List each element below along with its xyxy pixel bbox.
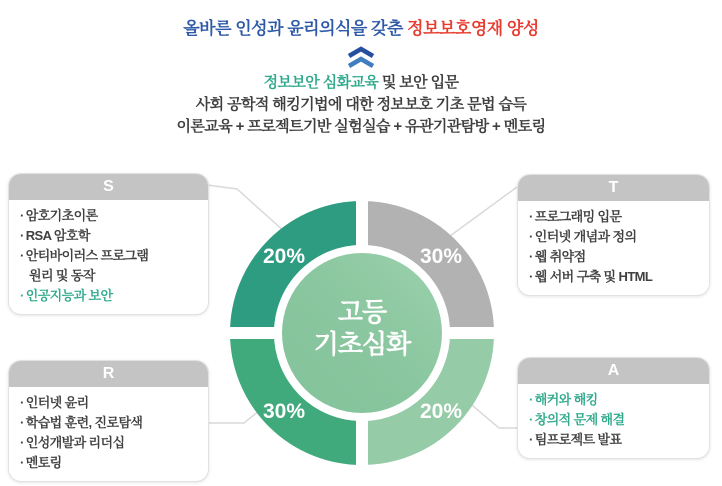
list-item: [529, 267, 701, 287]
box-s-header: S: [9, 174, 208, 200]
list-item: [529, 227, 701, 247]
list-item-label: 인터넷 윤리: [25, 395, 89, 410]
list-item-label: 인터넷 개념과 정의: [534, 229, 637, 244]
title-part-red: 정보보호영재 양성: [407, 19, 539, 38]
list-item-label: 팀프로젝트 발표: [534, 432, 622, 447]
bullet-icon: ·: [529, 412, 533, 427]
page-title: [0, 14, 722, 39]
list-item-label: 인성개발과 리더십: [25, 435, 125, 450]
list-item: [20, 413, 200, 433]
list-item: [529, 410, 701, 430]
double-chevron-up-icon: [0, 46, 722, 70]
list-item: [529, 430, 701, 450]
percent-top-left: 20%: [262, 245, 306, 268]
bullet-icon: ·: [20, 248, 24, 263]
center-label-line1: 고등: [337, 297, 387, 327]
subtitle-line-2: 사회 공학적 해킹기법에 대한 정보보호 기초 문법 습득: [195, 96, 527, 113]
list-item-label: 웹 취약점: [534, 249, 586, 264]
list-item: [529, 207, 701, 227]
header-section: [0, 14, 722, 138]
bullet-icon: ·: [20, 288, 24, 303]
list-item-label: 창의적 문제 해결: [534, 412, 625, 427]
list-item: [529, 247, 701, 267]
box-t-body: [518, 201, 709, 295]
list-item-label: 원리 및 동작: [29, 268, 95, 283]
list-item: [529, 390, 701, 410]
percent-bottom-right: 20%: [419, 400, 463, 423]
subtitle-teal-part: 정보보안 심화교육: [263, 74, 379, 91]
list-item: [20, 246, 200, 266]
bullet-icon: ·: [20, 415, 24, 430]
box-s-body: [9, 200, 208, 314]
subtitle-block: [0, 72, 722, 138]
bullet-icon: ·: [529, 229, 533, 244]
list-item-label: 프로그래밍 입문: [534, 209, 622, 224]
list-item: [20, 286, 200, 306]
bullet-icon: ·: [529, 249, 533, 264]
box-a-header: A: [518, 358, 709, 384]
bullet-icon: ·: [20, 435, 24, 450]
title-part-blue: 올바른 인성과 윤리의식을 갖춘: [183, 19, 408, 38]
list-item-continuation: [20, 266, 200, 286]
list-item: [20, 226, 200, 246]
bullet-icon: ·: [20, 228, 24, 243]
list-item: [20, 206, 200, 226]
list-item-label: 안티바이러스 프로그램: [25, 248, 149, 263]
list-item: [20, 453, 200, 473]
list-item-label: 멘토링: [25, 455, 62, 470]
list-item-label: RSA 암호학: [25, 228, 90, 243]
quadrant-box-a: [517, 357, 710, 459]
bullet-icon: ·: [20, 455, 24, 470]
quadrant-box-t: [517, 174, 710, 296]
list-item-label: 학습법 훈련, 진로탐색: [25, 415, 143, 430]
box-a-body: [518, 384, 709, 458]
box-r-header: R: [9, 361, 208, 387]
quadrant-box-r: [8, 360, 209, 482]
bullet-icon: ·: [529, 392, 533, 407]
center-label-line2: 기초심화: [313, 329, 411, 359]
list-item-label: 인공지능과 보안: [25, 288, 113, 303]
list-item: [20, 393, 200, 413]
bullet-icon: ·: [20, 208, 24, 223]
list-item: [20, 433, 200, 453]
percent-bottom-left: 30%: [262, 400, 306, 423]
quadrant-box-s: [8, 173, 209, 315]
bullet-icon: ·: [529, 209, 533, 224]
box-r-body: [9, 387, 208, 481]
subtitle-line-3: 이론교육 + 프로젝트기반 실험실습 + 유관기관탐방 + 멘토링: [176, 118, 546, 135]
bullet-icon: ·: [20, 395, 24, 410]
bullet-icon: ·: [529, 432, 533, 447]
box-t-header: T: [518, 175, 709, 201]
list-item-label: 웹 서버 구축 및 HTML: [534, 269, 653, 284]
list-item-label: 암호기초이론: [25, 208, 98, 223]
subtitle-rest-part: 및 보안 입문: [378, 74, 459, 91]
list-item-label: 해커와 해킹: [534, 392, 598, 407]
percent-top-right: 30%: [419, 245, 463, 268]
subtitle-line-1: [0, 72, 722, 94]
bullet-icon: ·: [529, 269, 533, 284]
